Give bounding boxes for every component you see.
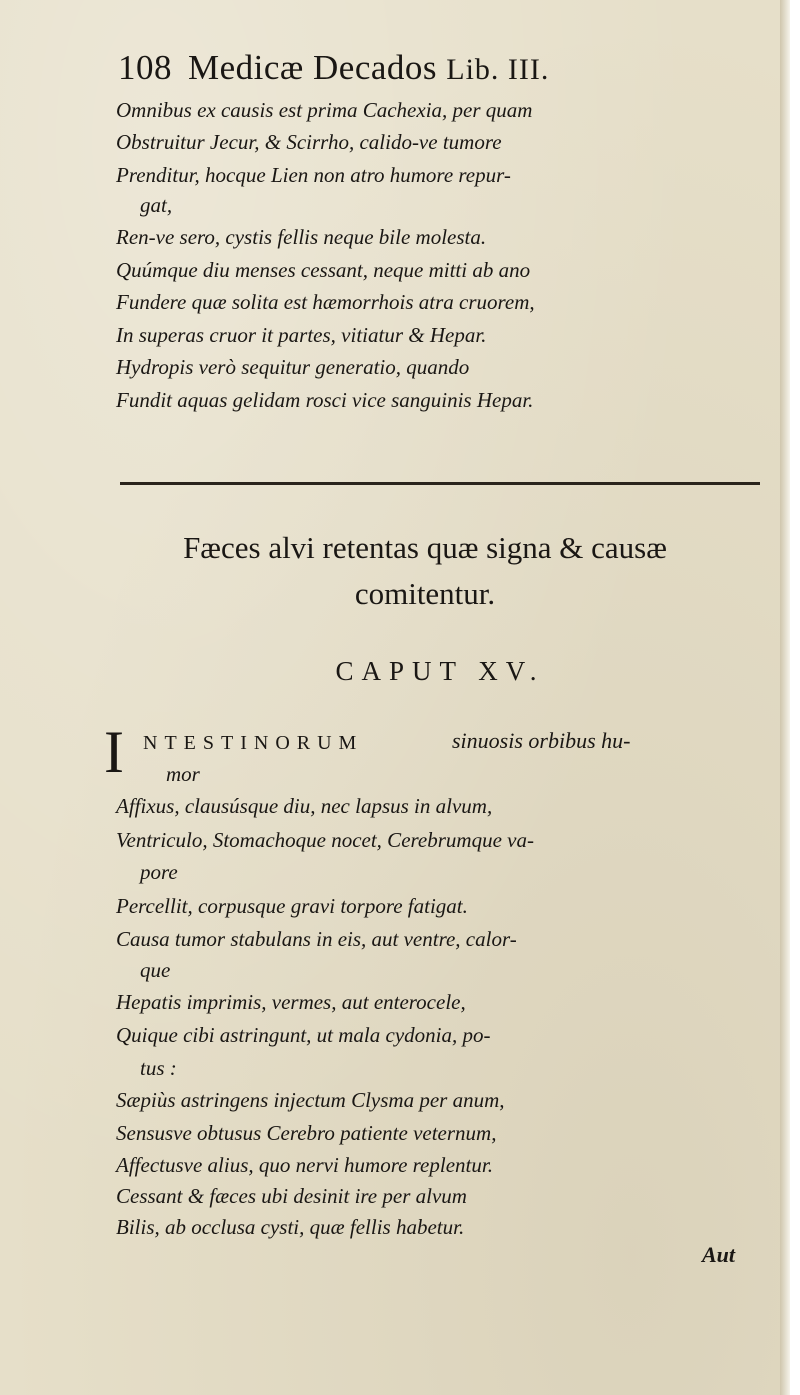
opening-italic: sinuosis orbibus hu- — [452, 728, 631, 753]
page-number: 108 — [118, 48, 172, 87]
verse-line: Cessant & fæces ubi desinit ire per alvum — [116, 1184, 467, 1208]
verse-line: Sæpiùs astringens injectum Clysma per anum, — [116, 1088, 505, 1112]
verse-line: In superas cruor it partes, vitiatur & Hepar. — [116, 323, 487, 347]
page-edge — [780, 0, 790, 1395]
chapter-heading-cont: comitentur. — [354, 576, 496, 611]
verse-line: Hepatis imprimis, vermes, aut enterocele, — [116, 990, 466, 1014]
verse-line: Quique cibi astringunt, ut mala cydonia, po- — [116, 1023, 491, 1047]
running-title: Medicæ Decados — [188, 48, 438, 87]
verse-line: Obstruitur Jecur, & Scirrho, calido-ve tumore — [116, 130, 502, 154]
verse-line: Affixus, clausúsque diu, nec lapsus in alvum, — [116, 794, 493, 818]
verse-line: mor — [166, 762, 200, 786]
verse-line: tus : — [140, 1056, 177, 1080]
verse-line: Percellit, corpusque gravi torpore fatigat. — [116, 894, 468, 918]
chapter-heading: Fæces alvi retentas quæ signa & causæ — [183, 530, 667, 565]
book-number: Lib. III. — [446, 53, 550, 86]
running-head — [118, 48, 549, 88]
section-divider — [120, 482, 760, 485]
drop-cap: I — [104, 719, 124, 785]
verse-line: que — [140, 958, 171, 982]
opening-smallcaps: NTESTINORUM — [143, 732, 364, 754]
catchword: Aut — [702, 1242, 736, 1267]
verse-line: Sensusve obtusus Cerebro patiente veternum, — [116, 1121, 497, 1145]
chapter-number: CAPUT XV. — [335, 656, 545, 686]
verse-line: Bilis, ab occlusa cysti, quæ fellis habetur. — [116, 1215, 465, 1239]
verse-line: Prenditur, hocque Lien non atro humore repur- — [116, 163, 511, 187]
verse-line: Quúmque diu menses cessant, neque mitti ab ano — [116, 258, 531, 282]
verse-line: Fundere quæ solita est hæmorrhois atra cruorem, — [116, 290, 535, 314]
verse-line: Ren-ve sero, cystis fellis neque bile molesta. — [116, 225, 487, 249]
verse-line: Hydropis verò sequitur generatio, quando — [116, 355, 470, 379]
verse-line: Fundit aquas gelidam rosci vice sanguinis Hepar. — [116, 388, 534, 412]
verse-line: pore — [140, 860, 178, 884]
verse-line: Omnibus ex causis est prima Cachexia, per quam — [116, 98, 533, 122]
verse-line: Ventriculo, Stomachoque nocet, Cerebrumque va- — [116, 828, 534, 852]
verse-line: gat, — [140, 193, 173, 217]
verse-line: Causa tumor stabulans in eis, aut ventre, calor- — [116, 927, 517, 951]
verse-line: Affectusve alius, quo nervi humore replentur. — [116, 1153, 493, 1177]
